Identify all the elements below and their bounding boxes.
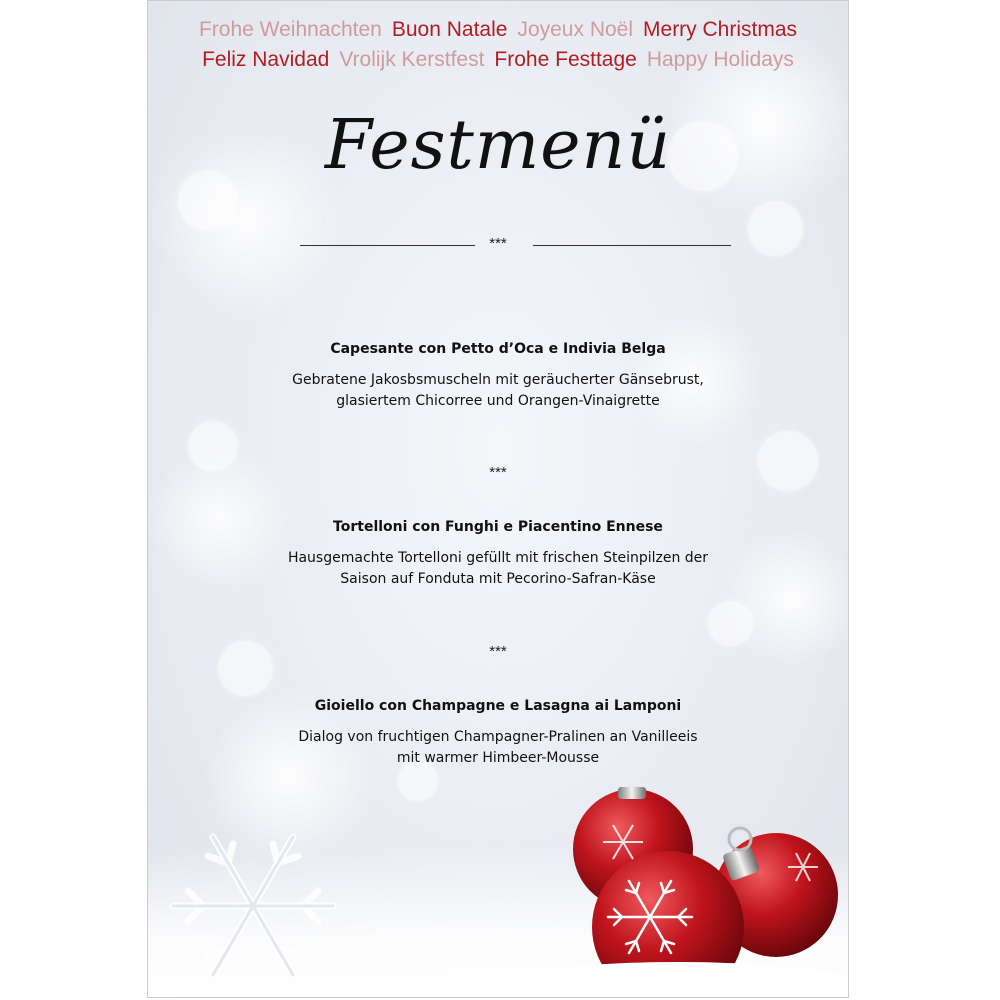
greeting-text: Frohe Weihnachten	[198, 18, 382, 41]
course-item	[148, 517, 848, 590]
separator-stars: ***	[489, 464, 507, 481]
course-description-line: Gebratene Jakosbsmuscheln mit geräucherter Gänsebrust,	[292, 372, 704, 388]
course-description-line: mit warmer Himbeer-Mousse	[396, 750, 600, 766]
greetings-banner	[148, 15, 848, 75]
course-name: Capesante con Petto d’Oca e Indivia Belga	[330, 341, 666, 357]
greeting-text: Happy Holidays	[646, 48, 794, 71]
separator-stars: ***	[489, 643, 507, 660]
course-description-line: Dialog von fruchtigen Champagner-Pralinen an Vanilleeis	[298, 729, 698, 745]
course-description	[148, 370, 848, 412]
course-description	[148, 548, 848, 590]
greeting-text: Buon Natale	[391, 18, 508, 41]
greetings-line-1	[148, 15, 848, 45]
course-item	[148, 696, 848, 769]
divider-rule	[533, 245, 731, 246]
menu-title: Festmenü	[324, 106, 672, 185]
greeting-text: Vrolijk Kerstfest	[339, 48, 485, 71]
greeting-text: Joyeux Noël	[517, 18, 634, 41]
course-description-line: glasiertem Chicorree und Orangen-Vinaigrette	[336, 393, 660, 409]
greeting-text: Feliz Navidad	[202, 48, 330, 71]
menu-card	[147, 0, 849, 998]
bokeh-light	[708, 601, 753, 646]
greetings-line-2	[148, 45, 848, 75]
greeting-text: Frohe Festtage	[494, 48, 637, 71]
course-description-line: Saison auf Fonduta mit Pecorino-Safran-Käse	[340, 571, 656, 587]
course-description-line: Hausgemachte Tortelloni gefüllt mit frischen Steinpilzen der	[287, 550, 709, 566]
course-description	[148, 727, 848, 769]
separator-stars: ***	[489, 235, 507, 252]
christmas-ornaments-image	[518, 787, 848, 997]
title-divider	[148, 235, 848, 255]
greeting-text: Merry Christmas	[643, 18, 798, 41]
course-name: Tortelloni con Funghi e Piacentino Ennese	[333, 519, 663, 535]
snowflake-icon	[158, 801, 378, 998]
course-item	[148, 339, 848, 412]
course-name: Gioiello con Champagne e Lasagna ai Lamponi	[314, 698, 682, 714]
bokeh-light	[758, 431, 818, 491]
